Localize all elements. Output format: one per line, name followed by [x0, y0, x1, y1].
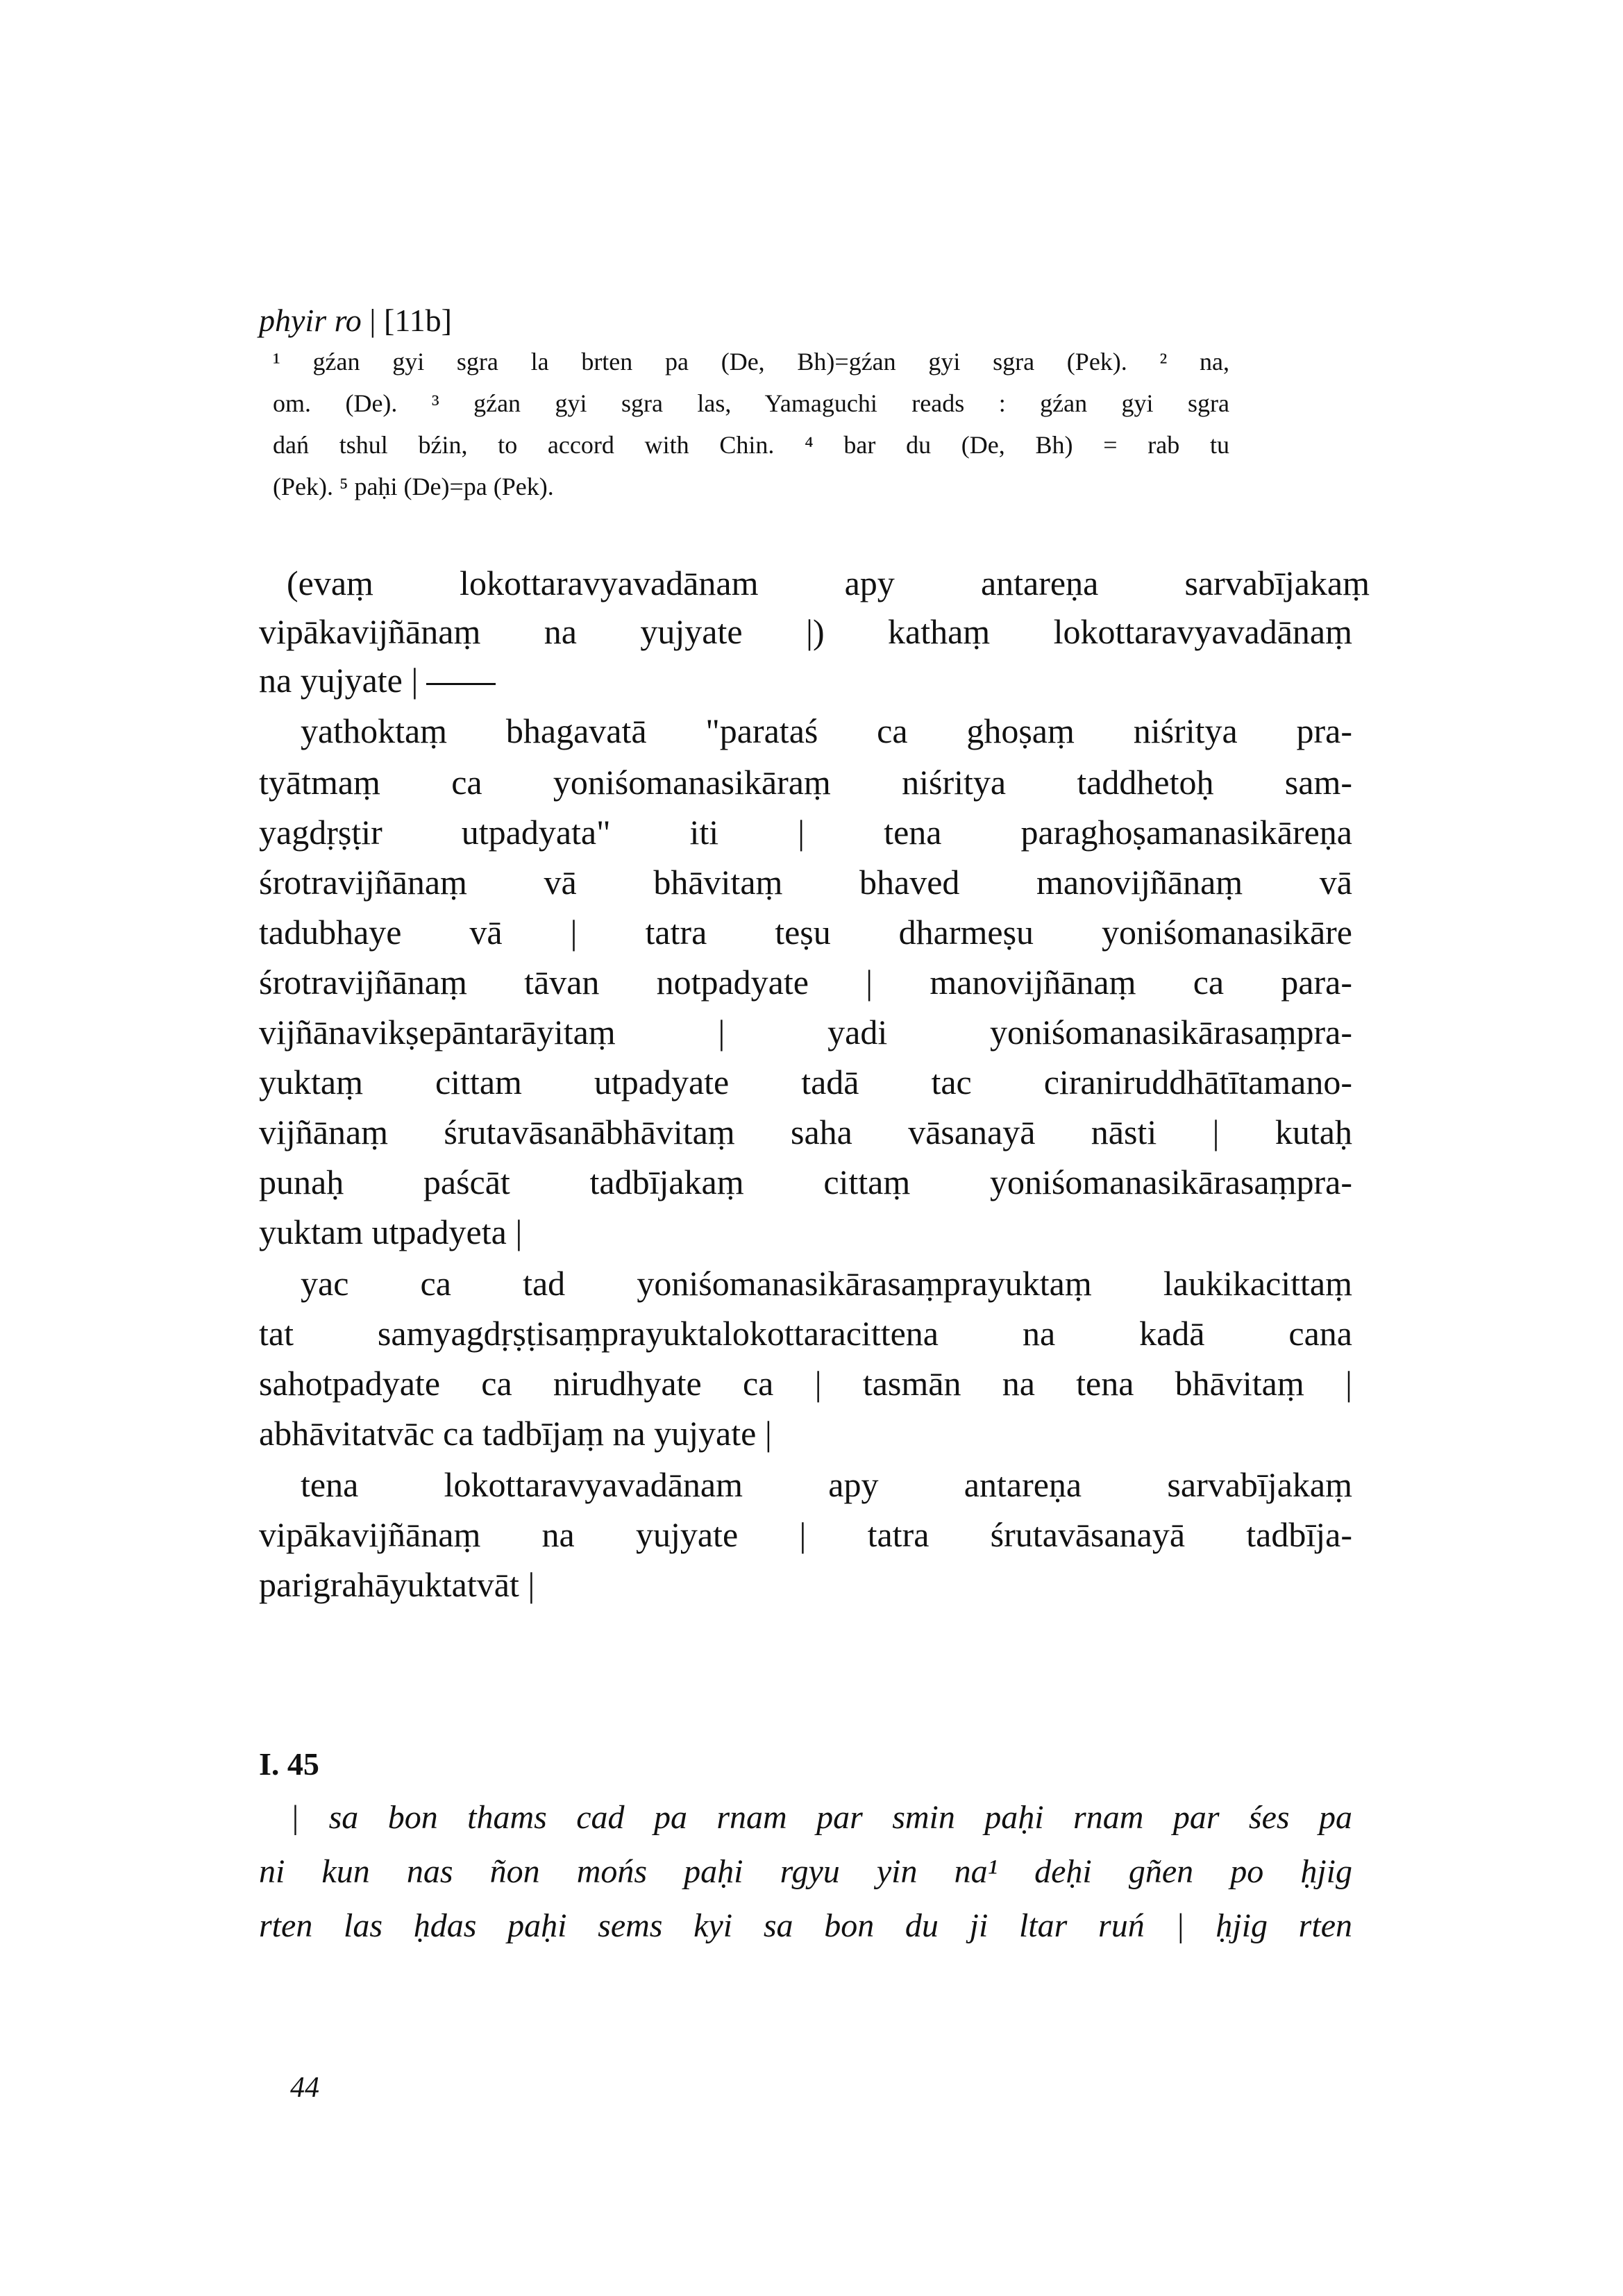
- body-line: yuktaṃ cittam utpadyate tadā tac ciraniruddhātītamano-: [259, 1063, 1352, 1101]
- body-line: tat samyagdṛṣṭisaṃprayuktalokottaracittena na kadā cana: [259, 1314, 1352, 1353]
- body-line: yac ca tad yoniśomanasikārasaṃprayuktaṃ laukikacittaṃ: [301, 1264, 1352, 1303]
- body-line: yuktam utpadyeta |: [259, 1213, 523, 1251]
- body-line: yagdṛṣṭir utpadyata" iti | tena paraghoṣamanasikāreṇa: [259, 813, 1352, 852]
- header-bar: |: [369, 303, 376, 338]
- page-header: [259, 300, 452, 341]
- body-line: śrotravijñānaṃ tāvan notpadyate | manovijñānaṃ ca para-: [259, 963, 1352, 1002]
- tibetan-line: | sa bon thams cad pa rnam par smin paḥi rnam par śes pa: [290, 1799, 1352, 1836]
- dash-rule: [426, 683, 496, 685]
- section-heading: I. 45: [259, 1746, 319, 1782]
- footnote-line: om. (De). ³ gźan gyi sgra las, Yamaguchi reads : gźan gyi sgra: [273, 389, 1229, 417]
- body-line: vipākavijñānaṃ na yujyate |) kathaṃ lokottaravyavadānaṃ: [259, 612, 1352, 651]
- body-line: śrotravijñānaṃ vā bhāvitaṃ bhaved manovijñānaṃ vā: [259, 863, 1352, 902]
- header-title: phyir ro: [259, 303, 362, 338]
- footnote-line: ¹ gźan gyi sgra la brten pa (De, Bh)=gźan gyi sgra (Pek). ² na,: [273, 348, 1229, 375]
- page-number: 44: [290, 2072, 319, 2104]
- body-line: vipākavijñānaṃ na yujyate | tatra śrutavāsanayā tadbīja-: [259, 1515, 1352, 1554]
- body-line: parigrahāyuktatvāt |: [259, 1565, 535, 1604]
- header-folio: [11b]: [384, 303, 452, 338]
- footnote-line: dań tshul bźin, to accord with Chin. ⁴ bar du (De, Bh) = rab tu: [273, 431, 1229, 459]
- body-line: punaḥ paścāt tadbījakaṃ cittaṃ yoniśomanasikārasaṃpra-: [259, 1163, 1352, 1201]
- body-line: (evaṃ lokottaravyavadānam apy antareṇa sarvabījakaṃ: [287, 564, 1370, 602]
- body-line: abhāvitatvāc ca tadbījaṃ na yujyate |: [259, 1414, 772, 1453]
- body-line: tadubhaye vā | tatra teṣu dharmeṣu yoniśomanasikāre: [259, 913, 1352, 952]
- body-line: yathoktaṃ bhagavatā "parataś ca ghoṣaṃ niśritya pra-: [301, 711, 1352, 750]
- body-line: sahotpadyate ca nirudhyate ca | tasmān na tena bhāvitaṃ |: [259, 1364, 1352, 1403]
- tibetan-line: ni kun nas ñon mońs paḥi rgyu yin na¹ deḥi gñen po ḥjig: [259, 1853, 1352, 1890]
- body-line: tyātmaṃ ca yoniśomanasikāraṃ niśritya taddhetoḥ sam-: [259, 763, 1352, 802]
- tibetan-line: rten las ḥdas paḥi sems kyi sa bon du ji ltar ruń | ḥjig rten: [259, 1907, 1352, 1944]
- body-line: tena lokottaravyavadānam apy antareṇa sarvabījakaṃ: [301, 1465, 1352, 1504]
- body-line: [259, 655, 496, 705]
- body-line-text: na yujyate |: [259, 661, 419, 700]
- footnote-line: (Pek). ⁵ paḥi (De)=pa (Pek).: [273, 473, 554, 500]
- body-line: vijñānaṃ śrutavāsanābhāvitaṃ saha vāsanayā nāsti | kutaḥ: [259, 1113, 1352, 1151]
- body-line: vijñānavikṣepāntarāyitaṃ | yadi yoniśomanasikārasaṃpra-: [259, 1013, 1352, 1052]
